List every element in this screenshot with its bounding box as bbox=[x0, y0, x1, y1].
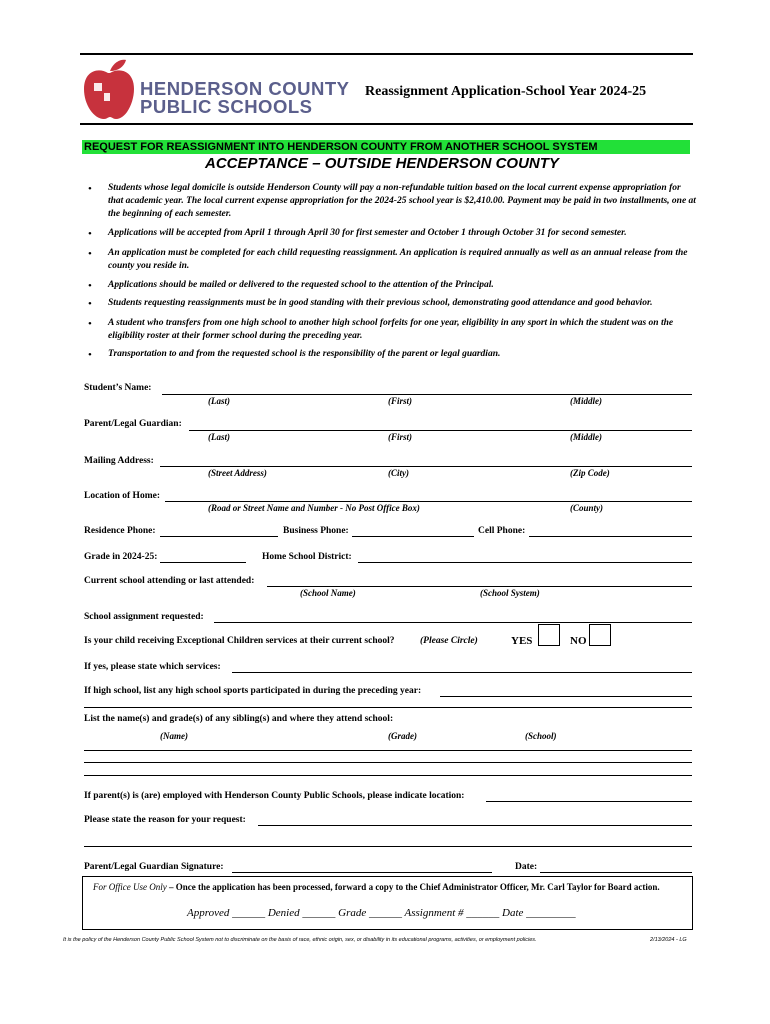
mailing-label: Mailing Address: bbox=[84, 456, 154, 466]
sibling-line[interactable] bbox=[84, 750, 692, 751]
services-label: If yes, please state which services: bbox=[84, 662, 221, 672]
current-school-label: Current school attending or last attended: bbox=[84, 576, 255, 586]
employed-field[interactable] bbox=[486, 801, 692, 802]
apple-logo-icon bbox=[80, 57, 136, 121]
logo-line-1: HENDERSON COUNTY bbox=[140, 78, 350, 99]
bullet-icon: • bbox=[88, 183, 92, 195]
page-title: Reassignment Application-School Year 2024-25 bbox=[365, 84, 647, 99]
bullet-text: A student who transfers from one high school to another high school forfeits for one year, eligibility in any sport in which the student was on the eligibility roster at their former school during the preceding year. bbox=[108, 318, 674, 341]
residence-phone-label: Residence Phone: bbox=[84, 526, 156, 536]
county-caption: (County) bbox=[570, 503, 604, 513]
city-caption: (City) bbox=[388, 468, 409, 478]
office-use-text: – Once the application has been processed, forward a copy to the Chief Administrator Officer, Mr. Carl Taylor for Board action. bbox=[166, 882, 660, 892]
location-field[interactable] bbox=[165, 501, 692, 502]
bullet-icon: • bbox=[88, 318, 92, 330]
assignment-field[interactable] bbox=[214, 622, 692, 623]
reason-field-line-2[interactable] bbox=[84, 846, 692, 847]
version-footer: 2/13/2024 - LG bbox=[650, 937, 687, 943]
office-status-line: Approved ______ Denied ______ Grade ______ Assignment # ______ Date _________ bbox=[187, 907, 576, 919]
reason-label: Please state the reason for your request: bbox=[84, 815, 246, 825]
signature-label: Parent/Legal Guardian Signature: bbox=[84, 862, 224, 872]
school-name-caption: (School Name) bbox=[300, 588, 356, 598]
logo-line-2: PUBLIC SCHOOLS bbox=[140, 96, 313, 117]
please-circle-caption: (Please Circle) bbox=[420, 636, 478, 646]
home-district-label: Home School District: bbox=[262, 552, 352, 562]
location-label: Location of Home: bbox=[84, 491, 160, 501]
guardian-label: Parent/Legal Guardian: bbox=[84, 419, 182, 429]
bullet-text: Transportation to and from the requested school is the responsibility of the parent or legal guardian. bbox=[108, 349, 501, 359]
school-system-caption: (School System) bbox=[480, 588, 540, 598]
bullet-icon: • bbox=[88, 248, 92, 260]
student-name-field[interactable] bbox=[162, 394, 692, 395]
middle-caption: (Middle) bbox=[570, 432, 602, 442]
siblings-label: List the name(s) and grade(s) of any sibling(s) and where they attend school: bbox=[84, 714, 394, 724]
sports-field[interactable] bbox=[440, 696, 692, 697]
request-banner: REQUEST FOR REASSIGNMENT INTO HENDERSON COUNTY FROM ANOTHER SCHOOL SYSTEM bbox=[82, 140, 690, 154]
guardian-field[interactable] bbox=[189, 430, 692, 431]
street-caption: (Street Address) bbox=[208, 468, 267, 478]
bullet-text: Students whose legal domicile is outside Henderson County will pay a non-refundable tuition based on the local current expense appropriation for that academic year. The local current expense appropriation for the 2024-25 school year is $2,410.00. Payment may be paid in two installments, one at the beginning of each semester. bbox=[108, 183, 696, 219]
date-field[interactable] bbox=[540, 872, 692, 873]
middle-caption: (Middle) bbox=[570, 396, 602, 406]
name-caption: (Name) bbox=[160, 731, 188, 741]
grade-caption: (Grade) bbox=[388, 731, 417, 741]
no-checkbox[interactable] bbox=[589, 624, 611, 646]
top-rule bbox=[80, 53, 693, 55]
bullet-icon: • bbox=[88, 298, 92, 310]
home-district-field[interactable] bbox=[358, 562, 692, 563]
sibling-line[interactable] bbox=[84, 762, 692, 763]
assignment-label: School assignment requested: bbox=[84, 612, 204, 622]
last-caption: (Last) bbox=[208, 432, 230, 442]
exceptional-label: Is your child receiving Exceptional Children services at their current school? bbox=[84, 636, 395, 646]
grade-label: Grade in 2024-25: bbox=[84, 552, 158, 562]
no-label: NO bbox=[570, 635, 587, 647]
bullet-icon: • bbox=[88, 280, 92, 292]
road-caption: (Road or Street Name and Number - No Post Office Box) bbox=[208, 503, 420, 513]
signature-field[interactable] bbox=[232, 872, 492, 873]
acceptance-heading: ACCEPTANCE – OUTSIDE HENDERSON COUNTY bbox=[205, 155, 559, 172]
business-phone-label: Business Phone: bbox=[283, 526, 349, 536]
grade-field[interactable] bbox=[160, 562, 246, 563]
policy-footer: It is the policy of the Henderson County Public School System not to discriminate on the basis of race, ethnic origin, sex, or disability in its educational programs, activities, or employment policies. bbox=[63, 937, 537, 943]
bullet-text: An application must be completed for each child requesting reassignment. An application is required annually as well as an annual release from the county you reside in. bbox=[108, 248, 688, 271]
reason-field[interactable] bbox=[258, 825, 692, 826]
business-phone-field[interactable] bbox=[352, 536, 474, 537]
bullet-icon: • bbox=[88, 349, 92, 361]
services-field[interactable] bbox=[232, 672, 692, 673]
sports-field-line-2[interactable] bbox=[84, 707, 692, 708]
cell-phone-label: Cell Phone: bbox=[478, 526, 526, 536]
mailing-field[interactable] bbox=[160, 466, 692, 467]
date-label: Date: bbox=[515, 862, 538, 872]
cell-phone-field[interactable] bbox=[529, 536, 692, 537]
school-caption: (School) bbox=[525, 731, 557, 741]
student-name-label: Student’s Name: bbox=[84, 383, 152, 393]
sibling-line[interactable] bbox=[84, 775, 692, 776]
yes-label: YES bbox=[511, 635, 533, 647]
office-use-box bbox=[82, 876, 693, 930]
office-use-note bbox=[93, 882, 660, 892]
bullet-text: Students requesting reassignments must be in good standing with their previous school, demonstrating good attendance and good behavior. bbox=[108, 298, 653, 308]
employed-label: If parent(s) is (are) employed with Henderson County Public Schools, please indicate location: bbox=[84, 791, 465, 801]
office-use-label: For Office Use Only bbox=[93, 882, 167, 892]
zip-caption: (Zip Code) bbox=[570, 468, 610, 478]
bullet-text: Applications should be mailed or delivered to the requested school to the attention of the Principal. bbox=[108, 280, 494, 290]
last-caption: (Last) bbox=[208, 396, 230, 406]
first-caption: (First) bbox=[388, 432, 413, 442]
current-school-field[interactable] bbox=[267, 586, 692, 587]
sports-label: If high school, list any high school sports participated in during the preceding year: bbox=[84, 686, 422, 696]
bullet-icon: • bbox=[88, 228, 92, 240]
header-rule bbox=[80, 123, 693, 125]
first-caption: (First) bbox=[388, 396, 413, 406]
residence-phone-field[interactable] bbox=[160, 536, 278, 537]
yes-checkbox[interactable] bbox=[538, 624, 560, 646]
bullet-text: Applications will be accepted from April 1 through April 30 for first semester and October 1 through October 31 for second semester. bbox=[108, 228, 627, 238]
